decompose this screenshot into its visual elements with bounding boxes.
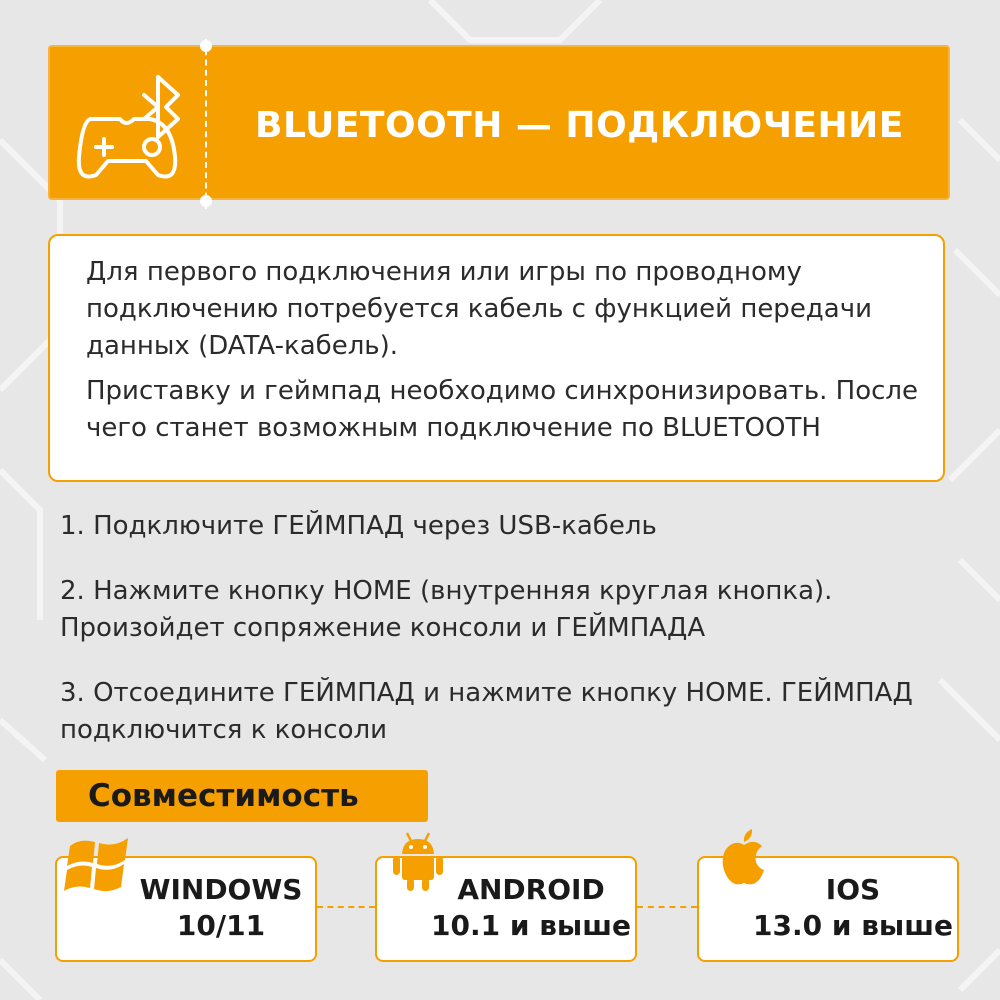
card-connector [317, 906, 375, 908]
windows-icon [62, 832, 134, 898]
platform-name: WINDOWS [139, 873, 303, 906]
platform-name: ANDROID [457, 873, 605, 906]
platform-version: 13.0 и выше [753, 909, 953, 942]
compatibility-label: Совместимость [56, 770, 428, 822]
page-title: BLUETOOTH — ПОДКЛЮЧЕНИЕ [255, 105, 904, 146]
platform-version: 10/11 [176, 909, 266, 942]
step-item: 3. Отсоедините ГЕЙМПАД и нажмите кнопку HOME. ГЕЙМПАД подключится к консоли [60, 678, 913, 745]
info-paragraph-sync: Приставку и геймпад необходимо синхронизировать. После чего станет возможным подключение по BLUETOOTH [86, 376, 919, 443]
divider-dot-bottom [200, 195, 212, 207]
header-banner [48, 45, 950, 200]
platform-version: 10.1 и выше [431, 909, 631, 942]
android-icon [393, 830, 443, 892]
apple-icon [720, 828, 768, 886]
info-paragraph-cable: Для первого подключения или игры по проводному подключению потребуется кабель с функцией передачи данных (DATA-кабель). [86, 257, 872, 361]
divider-dot-top [200, 40, 212, 52]
header-divider [205, 39, 207, 209]
step-item: 1. Подключите ГЕЙМПАД через USB-кабель [60, 511, 657, 541]
info-box [48, 234, 945, 482]
card-connector [637, 906, 697, 908]
instruction-steps [60, 508, 980, 749]
gamepad-bluetooth-icon [60, 57, 195, 192]
platform-name: IOS [825, 873, 881, 906]
step-item: 2. Нажмите кнопку HOME (внутренняя круглая кнопка). Произойдет сопряжение консоли и ГЕЙМПАДА [60, 576, 833, 643]
